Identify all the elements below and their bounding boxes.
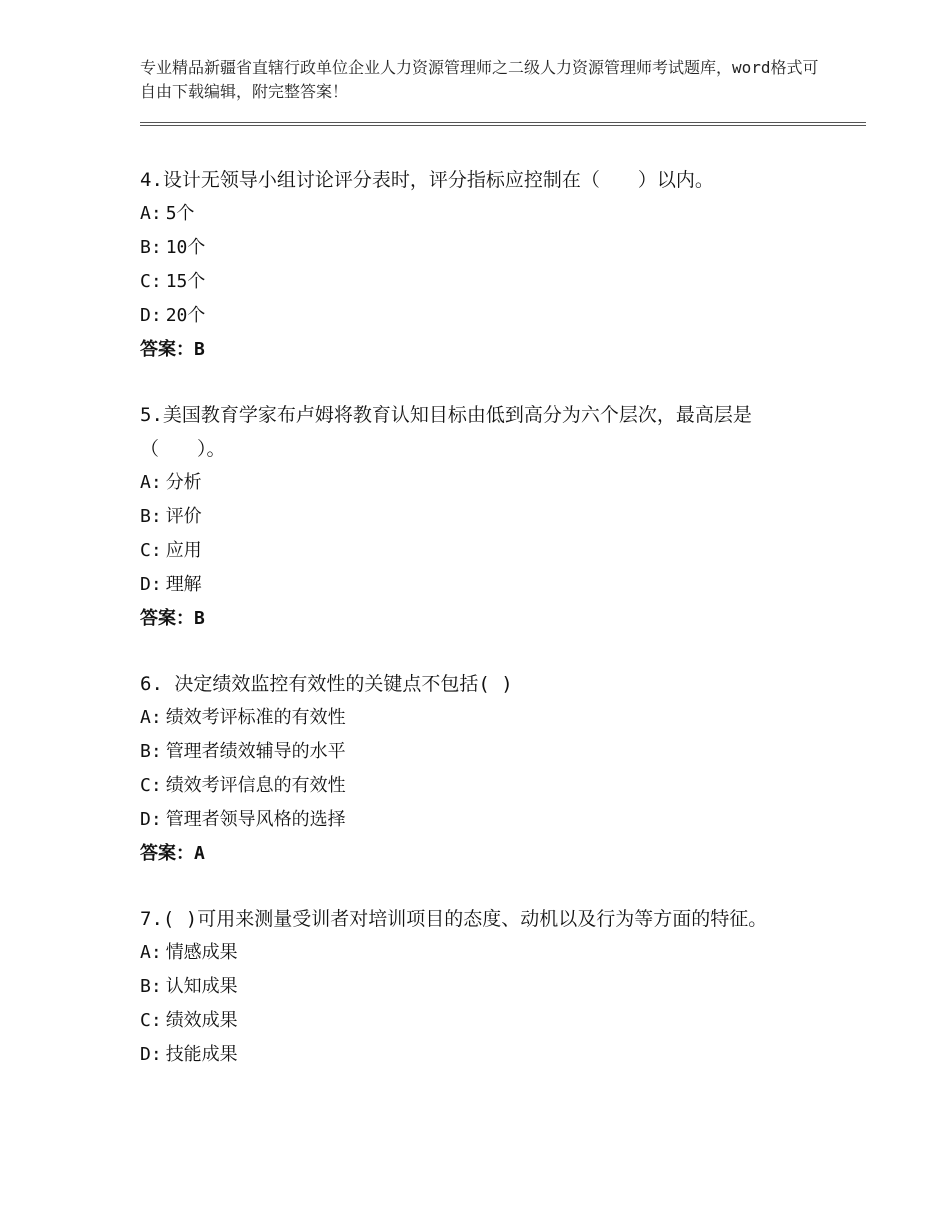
option-letter: C:	[140, 271, 162, 292]
question-6	[140, 667, 820, 871]
option-letter: A:	[140, 707, 162, 728]
question-text: 6. 决定绩效监控有效性的关键点不包括( )	[140, 673, 513, 695]
option-b	[140, 735, 820, 769]
option-b	[140, 970, 820, 1004]
option-a	[140, 701, 820, 735]
header-title: 专业精品新疆省直辖行政单位企业人力资源管理师之二级人力资源管理师考试题库，word格式可自由下载编辑，附完整答案！	[140, 58, 819, 101]
option-text: 技能成果	[165, 1044, 238, 1065]
option-text: 评价	[165, 506, 202, 527]
option-text: 管理者绩效辅导的水平	[165, 741, 346, 762]
option-letter: A:	[140, 942, 162, 963]
question-text: 7.( )可用来测量受训者对培训项目的态度、动机以及行为等方面的特征。	[140, 908, 768, 930]
option-letter: A:	[140, 472, 162, 493]
option-text: 理解	[165, 574, 202, 595]
question-7	[140, 902, 820, 1072]
option-letter: B:	[140, 976, 162, 997]
header-rule-top	[140, 122, 866, 123]
option-text: 应用	[165, 540, 202, 561]
answer-label: 答案：A	[140, 843, 205, 864]
option-letter: D:	[140, 1044, 162, 1065]
question-text: 5.美国教育学家布卢姆将教育认知目标由低到高分为六个层次，最高层是（ ）。	[140, 404, 752, 460]
option-letter: A:	[140, 203, 162, 224]
answer-label: 答案：B	[140, 608, 205, 629]
answer-label: 答案：B	[140, 339, 205, 360]
question-text: 4.设计无领导小组讨论评分表时，评分指标应控制在（ ）以内。	[140, 169, 714, 191]
option-letter: C:	[140, 1010, 162, 1031]
option-text: 5个	[165, 203, 195, 224]
option-text: 20个	[165, 305, 206, 326]
document-header	[140, 56, 820, 104]
option-letter: D:	[140, 574, 162, 595]
option-text: 10个	[165, 237, 206, 258]
option-b	[140, 231, 820, 265]
question-5	[140, 398, 820, 636]
option-letter: C:	[140, 775, 162, 796]
option-c	[140, 265, 820, 299]
option-letter: B:	[140, 741, 162, 762]
option-letter: C:	[140, 540, 162, 561]
option-text: 绩效成果	[165, 1010, 238, 1031]
option-text: 管理者领导风格的选择	[165, 809, 346, 830]
question-list	[140, 163, 820, 1103]
option-text: 认知成果	[165, 976, 238, 997]
option-text: 绩效考评信息的有效性	[165, 775, 346, 796]
option-text: 情感成果	[165, 942, 238, 963]
option-c	[140, 534, 820, 568]
option-a	[140, 197, 820, 231]
option-d	[140, 299, 820, 333]
option-a	[140, 466, 820, 500]
option-d	[140, 803, 820, 837]
header-rule-bottom	[140, 125, 866, 126]
option-letter: D:	[140, 305, 162, 326]
option-text: 15个	[165, 271, 206, 292]
option-c	[140, 769, 820, 803]
option-c	[140, 1004, 820, 1038]
option-a	[140, 936, 820, 970]
option-b	[140, 500, 820, 534]
option-d	[140, 1038, 820, 1072]
option-d	[140, 568, 820, 602]
question-4	[140, 163, 820, 367]
option-text: 分析	[165, 472, 202, 493]
option-text: 绩效考评标准的有效性	[165, 707, 346, 728]
option-letter: B:	[140, 237, 162, 258]
option-letter: B:	[140, 506, 162, 527]
option-letter: D:	[140, 809, 162, 830]
